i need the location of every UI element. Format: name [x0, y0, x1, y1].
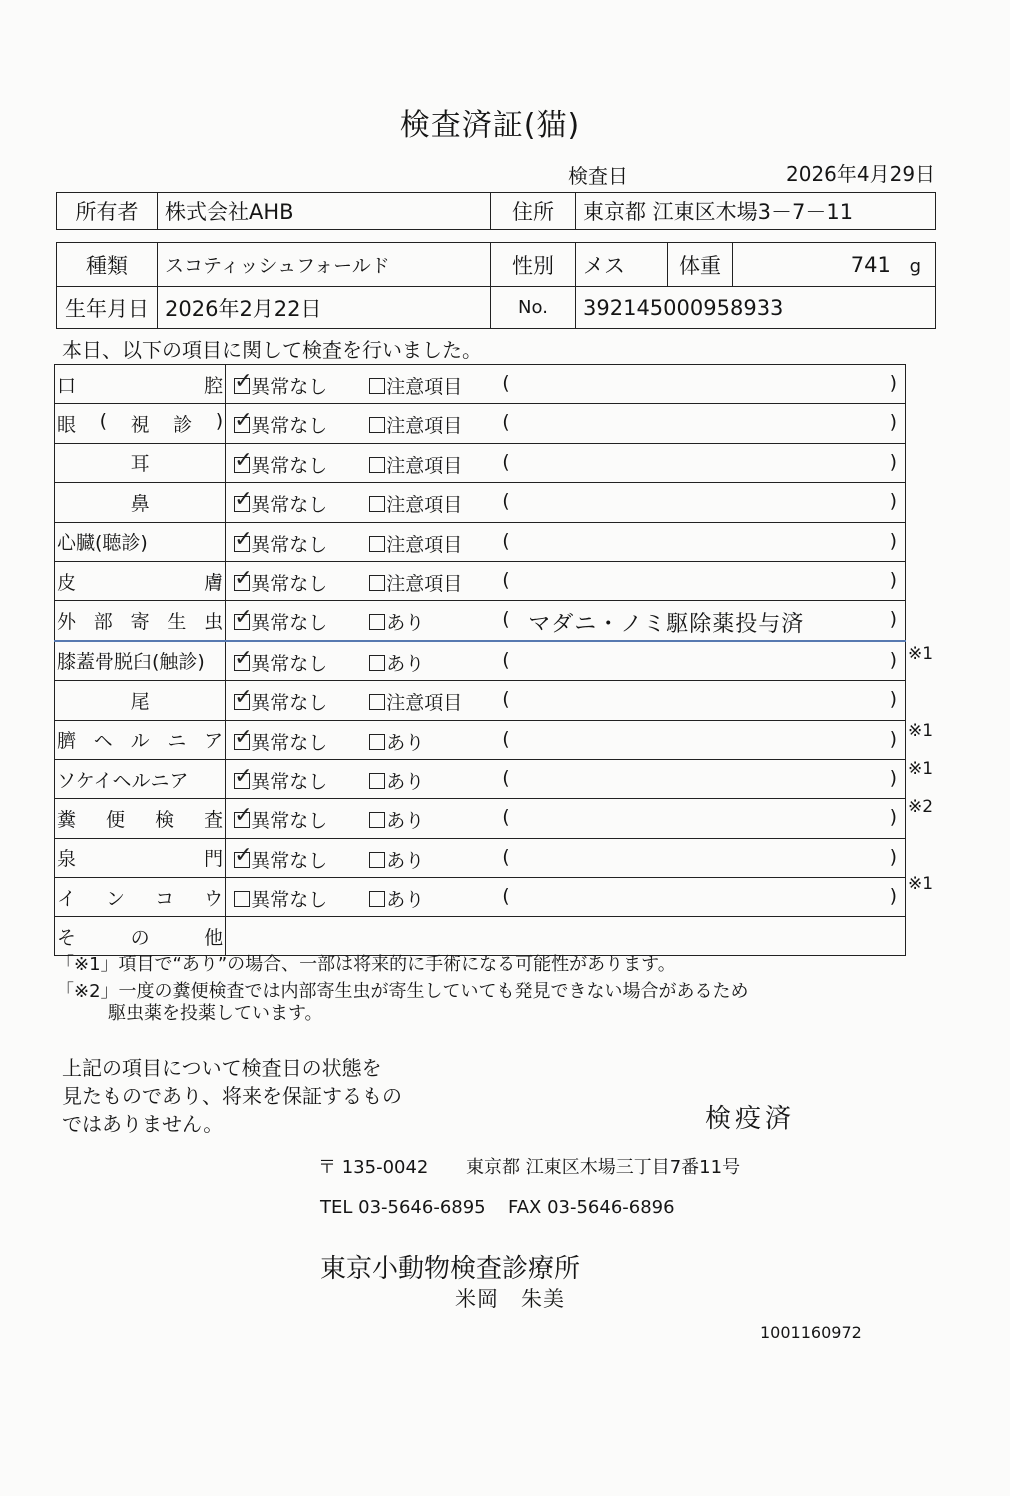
open-paren: (: [502, 648, 510, 671]
animal-table: [56, 242, 936, 329]
clinic-address: 東京都 江東区木場三丁目7番11号: [466, 1157, 741, 1178]
normal-option[interactable]: [234, 565, 328, 596]
normal-option[interactable]: [234, 724, 328, 755]
second-option-label: あり: [386, 652, 425, 675]
normal-option[interactable]: [234, 447, 328, 478]
second-option-label: あり: [386, 770, 425, 793]
other-label-text: そ の 他: [57, 926, 224, 949]
check-row: [55, 799, 906, 838]
checkbox-second[interactable]: [369, 378, 385, 394]
check-mark-icon: ✓: [234, 724, 253, 750]
serial-number: 1001160972: [760, 1323, 862, 1342]
check-mark-icon: ✓: [234, 803, 253, 829]
checkbox-normal[interactable]: [234, 803, 253, 829]
second-option[interactable]: [369, 372, 462, 399]
open-paren: (: [502, 727, 510, 750]
checkbox-normal[interactable]: [234, 724, 253, 750]
checkbox-second[interactable]: [369, 852, 385, 868]
normal-option[interactable]: [234, 803, 328, 833]
normal-option-label: 異常なし: [251, 770, 328, 793]
check-note[interactable]: マダニ・ノミ駆除薬投与済: [528, 612, 805, 638]
checkbox-normal[interactable]: [234, 526, 253, 552]
check-item-text: 臍 ヘ ル ニ ア: [57, 730, 224, 753]
check-item-label: [55, 681, 226, 720]
close-paren: ): [889, 450, 897, 473]
check-item-label: [55, 561, 226, 600]
normal-option[interactable]: [234, 685, 328, 715]
check-result: [226, 799, 906, 838]
checkbox-normal[interactable]: [234, 605, 253, 631]
check-item-label: [55, 601, 226, 641]
open-paren: (: [502, 806, 510, 829]
second-option-label: 注意項目: [386, 533, 463, 556]
disclaimer: [62, 1054, 402, 1138]
checkbox-second[interactable]: [369, 457, 385, 473]
veterinarian-name: 米岡 朱美: [455, 1287, 565, 1311]
weight-cell: [733, 243, 936, 287]
check-item-label: [55, 443, 226, 482]
normal-option-label: 異常なし: [251, 692, 328, 715]
check-row: [55, 443, 906, 482]
second-option-label: 注意項目: [386, 376, 463, 398]
inspection-date-label: 検査日: [568, 164, 628, 188]
checkbox-normal[interactable]: [234, 447, 253, 473]
second-option-label: 注意項目: [386, 494, 463, 517]
check-mark-icon: ✓: [234, 369, 253, 394]
check-row: [55, 561, 906, 600]
normal-option-label: 異常なし: [251, 533, 328, 556]
checkbox-normal[interactable]: [234, 408, 253, 434]
second-option[interactable]: [369, 649, 424, 676]
check-row: [55, 365, 906, 404]
checkbox-normal[interactable]: [234, 487, 253, 513]
footnote-2-line1: 「※2」一度の糞便検査では内部寄生虫が寄生していても発見できない場合があるため: [56, 981, 749, 1002]
normal-option-label: 異常なし: [251, 454, 328, 477]
check-mark-icon: ✓: [234, 842, 253, 868]
normal-option-label: 異常なし: [251, 652, 328, 675]
open-paren: (: [502, 766, 510, 789]
close-paren: ): [889, 806, 897, 829]
second-option-label: あり: [386, 889, 425, 912]
clinic-tel: TEL 03-5646-6895: [320, 1197, 486, 1218]
close-paren: ): [889, 608, 897, 631]
check-item-text: 心臓(聴診): [57, 532, 148, 555]
owner-label: 所有者: [57, 193, 158, 230]
open-paren: (: [502, 568, 510, 591]
check-mark-icon: ✓: [234, 447, 253, 473]
checkbox-second[interactable]: [369, 655, 385, 671]
close-paren: ): [889, 688, 897, 711]
weight-label: 体重: [668, 243, 733, 287]
check-result: [226, 681, 906, 720]
dob-value: 2026年2月22日: [158, 287, 491, 329]
footnote-mark: ※1: [908, 759, 934, 779]
address-value: 東京都 江東区木場3－7－11: [576, 193, 936, 230]
second-option-label: 注意項目: [386, 454, 463, 477]
checkbox-second[interactable]: [369, 417, 385, 433]
weight-value: 741: [850, 252, 891, 277]
open-paren: (: [502, 529, 510, 552]
second-option[interactable]: [369, 490, 462, 517]
check-item-text: 膝蓋骨脱臼(触診): [57, 651, 205, 674]
close-paren: ): [889, 885, 897, 908]
check-mark-icon: ✓: [234, 408, 253, 434]
document-title: 検査済証(猫): [399, 108, 581, 143]
second-option[interactable]: [369, 688, 462, 715]
clinic-postal: 〒 135-0042: [318, 1157, 429, 1178]
second-option[interactable]: [369, 806, 424, 833]
check-item-label: [55, 759, 226, 798]
inspection-stamp: 検疫済: [705, 1104, 796, 1134]
open-paren: (: [502, 450, 510, 473]
normal-option[interactable]: [234, 487, 328, 517]
normal-option-label: 異常なし: [251, 612, 328, 635]
check-item-text: 泉 門: [57, 848, 224, 871]
second-option[interactable]: [369, 530, 462, 557]
open-paren: (: [502, 372, 510, 394]
check-result: [226, 522, 906, 561]
normal-option[interactable]: [234, 885, 327, 912]
second-option[interactable]: [369, 411, 462, 438]
footnote-2-line2: 駆虫薬を投薬しています。: [108, 1003, 323, 1024]
checkbox-second[interactable]: [369, 694, 385, 710]
normal-option[interactable]: [234, 645, 328, 676]
second-option[interactable]: [369, 451, 462, 478]
check-row: [55, 483, 906, 522]
check-item-text: 尾: [130, 690, 150, 713]
check-table: [54, 364, 906, 956]
open-paren: (: [502, 608, 510, 631]
footnote-mark: ※1: [908, 643, 934, 664]
normal-option-label: 異常なし: [251, 731, 328, 754]
check-row: [55, 681, 906, 720]
check-row: [55, 404, 906, 443]
checkbox-second[interactable]: [369, 812, 385, 828]
close-paren: ): [889, 648, 897, 671]
second-option[interactable]: [369, 767, 424, 794]
clinic-name: 東京小動物検査診療所: [320, 1254, 581, 1284]
intro-text: 本日、以下の項目に関して検査を行いました。: [62, 338, 482, 362]
owner-table: [56, 192, 936, 230]
footnote-1: 「※1」項目で“あり”の場合、一部は将来的に手術になる可能性があります。: [56, 954, 676, 975]
check-result: [226, 759, 906, 798]
checkbox-normal[interactable]: [234, 565, 253, 591]
no-value: 392145000958933: [576, 287, 936, 329]
checkbox-second[interactable]: [369, 536, 385, 552]
check-item-label: [55, 838, 226, 877]
check-mark-icon: ✓: [234, 605, 253, 631]
check-row: [55, 601, 906, 641]
check-item-text: イ ン コ ウ: [57, 887, 224, 910]
second-option-label: 注意項目: [386, 572, 463, 595]
check-row: [55, 641, 906, 681]
checkbox-normal[interactable]: [234, 763, 253, 789]
second-option[interactable]: [369, 885, 424, 912]
sex-label: 性別: [491, 243, 576, 287]
dob-label: 生年月日: [57, 287, 158, 329]
footnote-mark: ※2: [908, 797, 934, 818]
normal-option-label: 異常なし: [251, 572, 328, 595]
check-item-label: [55, 365, 226, 404]
check-item-text: ソケイヘルニア: [57, 769, 189, 792]
check-result: [226, 601, 906, 641]
checkbox-second[interactable]: [369, 614, 385, 630]
inspection-date: 2026年4月29日: [786, 162, 936, 186]
no-label: No.: [491, 287, 576, 329]
second-option-label: あり: [386, 612, 425, 635]
close-paren: ): [889, 568, 897, 591]
breed-label: 種類: [57, 243, 158, 287]
check-result: [226, 561, 906, 600]
close-paren: ): [889, 766, 897, 789]
open-paren: (: [502, 885, 510, 908]
close-paren: ): [889, 372, 897, 394]
close-paren: ): [889, 529, 897, 552]
normal-option[interactable]: [234, 369, 328, 399]
check-item-label: [55, 878, 226, 917]
second-option-label: 注意項目: [386, 415, 463, 438]
check-result: [226, 483, 906, 522]
check-result: [226, 404, 906, 443]
check-result: [226, 641, 906, 681]
disclaimer-line2: 見たものであり、将来を保証するもの: [62, 1084, 402, 1108]
checkbox-normal[interactable]: [234, 645, 253, 671]
checkbox-second[interactable]: [369, 891, 385, 907]
check-item-label: [55, 404, 226, 443]
address-label: 住所: [491, 193, 576, 230]
check-mark-icon: ✓: [234, 645, 253, 671]
disclaimer-line3: ではありません。: [62, 1112, 224, 1136]
normal-option-label: 異常なし: [251, 415, 328, 438]
second-option[interactable]: [369, 846, 424, 873]
normal-option[interactable]: [234, 526, 328, 557]
second-option-label: あり: [386, 731, 425, 754]
check-item-text: 鼻: [130, 492, 150, 515]
weight-unit: g: [909, 255, 921, 277]
check-mark-icon: ✓: [234, 685, 253, 711]
check-result: [226, 878, 906, 917]
breed-value: スコティッシュフォールド: [158, 243, 491, 287]
check-mark-icon: ✓: [234, 763, 253, 789]
close-paren: ): [889, 411, 897, 434]
footnote-mark: ※1: [908, 720, 934, 741]
check-item-label: [55, 483, 226, 522]
check-item-text: 眼 ( 視 診 ): [57, 410, 224, 437]
open-paren: (: [502, 411, 510, 434]
normal-option-label: 異常なし: [251, 376, 328, 398]
open-paren: (: [502, 490, 510, 513]
check-row: [55, 759, 906, 798]
check-item-text: 糞 便 検 査: [57, 808, 224, 831]
owner-value: 株式会社AHB: [158, 193, 491, 230]
normal-option-label: 異常なし: [251, 494, 328, 517]
check-row: [55, 522, 906, 561]
checkbox-normal[interactable]: [234, 891, 250, 907]
check-mark-icon: ✓: [234, 487, 253, 513]
checkbox-second[interactable]: [369, 496, 385, 512]
sex-value: メス: [576, 243, 668, 287]
check-item-text: 皮 膚: [57, 571, 224, 594]
normal-option[interactable]: [234, 605, 328, 635]
open-paren: (: [502, 845, 510, 868]
open-paren: (: [502, 688, 510, 711]
second-option-label: あり: [386, 849, 425, 872]
check-row: [55, 720, 906, 759]
normal-option[interactable]: [234, 408, 328, 438]
check-row: [55, 838, 906, 877]
second-option[interactable]: [369, 608, 424, 635]
check-result: [226, 838, 906, 877]
second-option-label: 注意項目: [386, 692, 463, 715]
check-result: [226, 443, 906, 482]
checkbox-normal[interactable]: [234, 369, 253, 394]
normal-option-label: 異常なし: [251, 889, 328, 912]
check-item-label: [55, 641, 226, 681]
check-item-text: 口 腔: [57, 374, 224, 397]
normal-option-label: 異常なし: [251, 849, 328, 872]
footnote-mark: ※1: [908, 874, 934, 895]
normal-option[interactable]: [234, 763, 328, 794]
checkbox-normal[interactable]: [234, 842, 253, 868]
close-paren: ): [889, 490, 897, 513]
second-option-label: あり: [386, 810, 425, 833]
check-item-text: 外 部 寄 生 虫: [57, 611, 224, 634]
check-mark-icon: ✓: [234, 526, 253, 552]
check-result: [226, 720, 906, 759]
normal-option-label: 異常なし: [251, 810, 328, 833]
check-item-label: [55, 720, 226, 759]
clinic-fax: FAX 03-5646-6896: [508, 1197, 675, 1218]
check-item-text: 耳: [130, 453, 150, 476]
checkbox-normal[interactable]: [234, 685, 253, 711]
close-paren: ): [889, 727, 897, 750]
checkbox-second[interactable]: [369, 734, 385, 750]
disclaimer-line1: 上記の項目について検査日の状態を: [62, 1056, 382, 1080]
second-option[interactable]: [369, 728, 424, 755]
second-option[interactable]: [369, 569, 462, 596]
check-item-label: [55, 799, 226, 838]
check-row: [55, 878, 906, 917]
normal-option[interactable]: [234, 842, 328, 873]
close-paren: ): [889, 845, 897, 868]
checkbox-second[interactable]: [369, 773, 385, 789]
checkbox-second[interactable]: [369, 575, 385, 591]
check-result: [226, 365, 906, 404]
check-mark-icon: ✓: [234, 565, 253, 591]
check-item-label: [55, 522, 226, 561]
